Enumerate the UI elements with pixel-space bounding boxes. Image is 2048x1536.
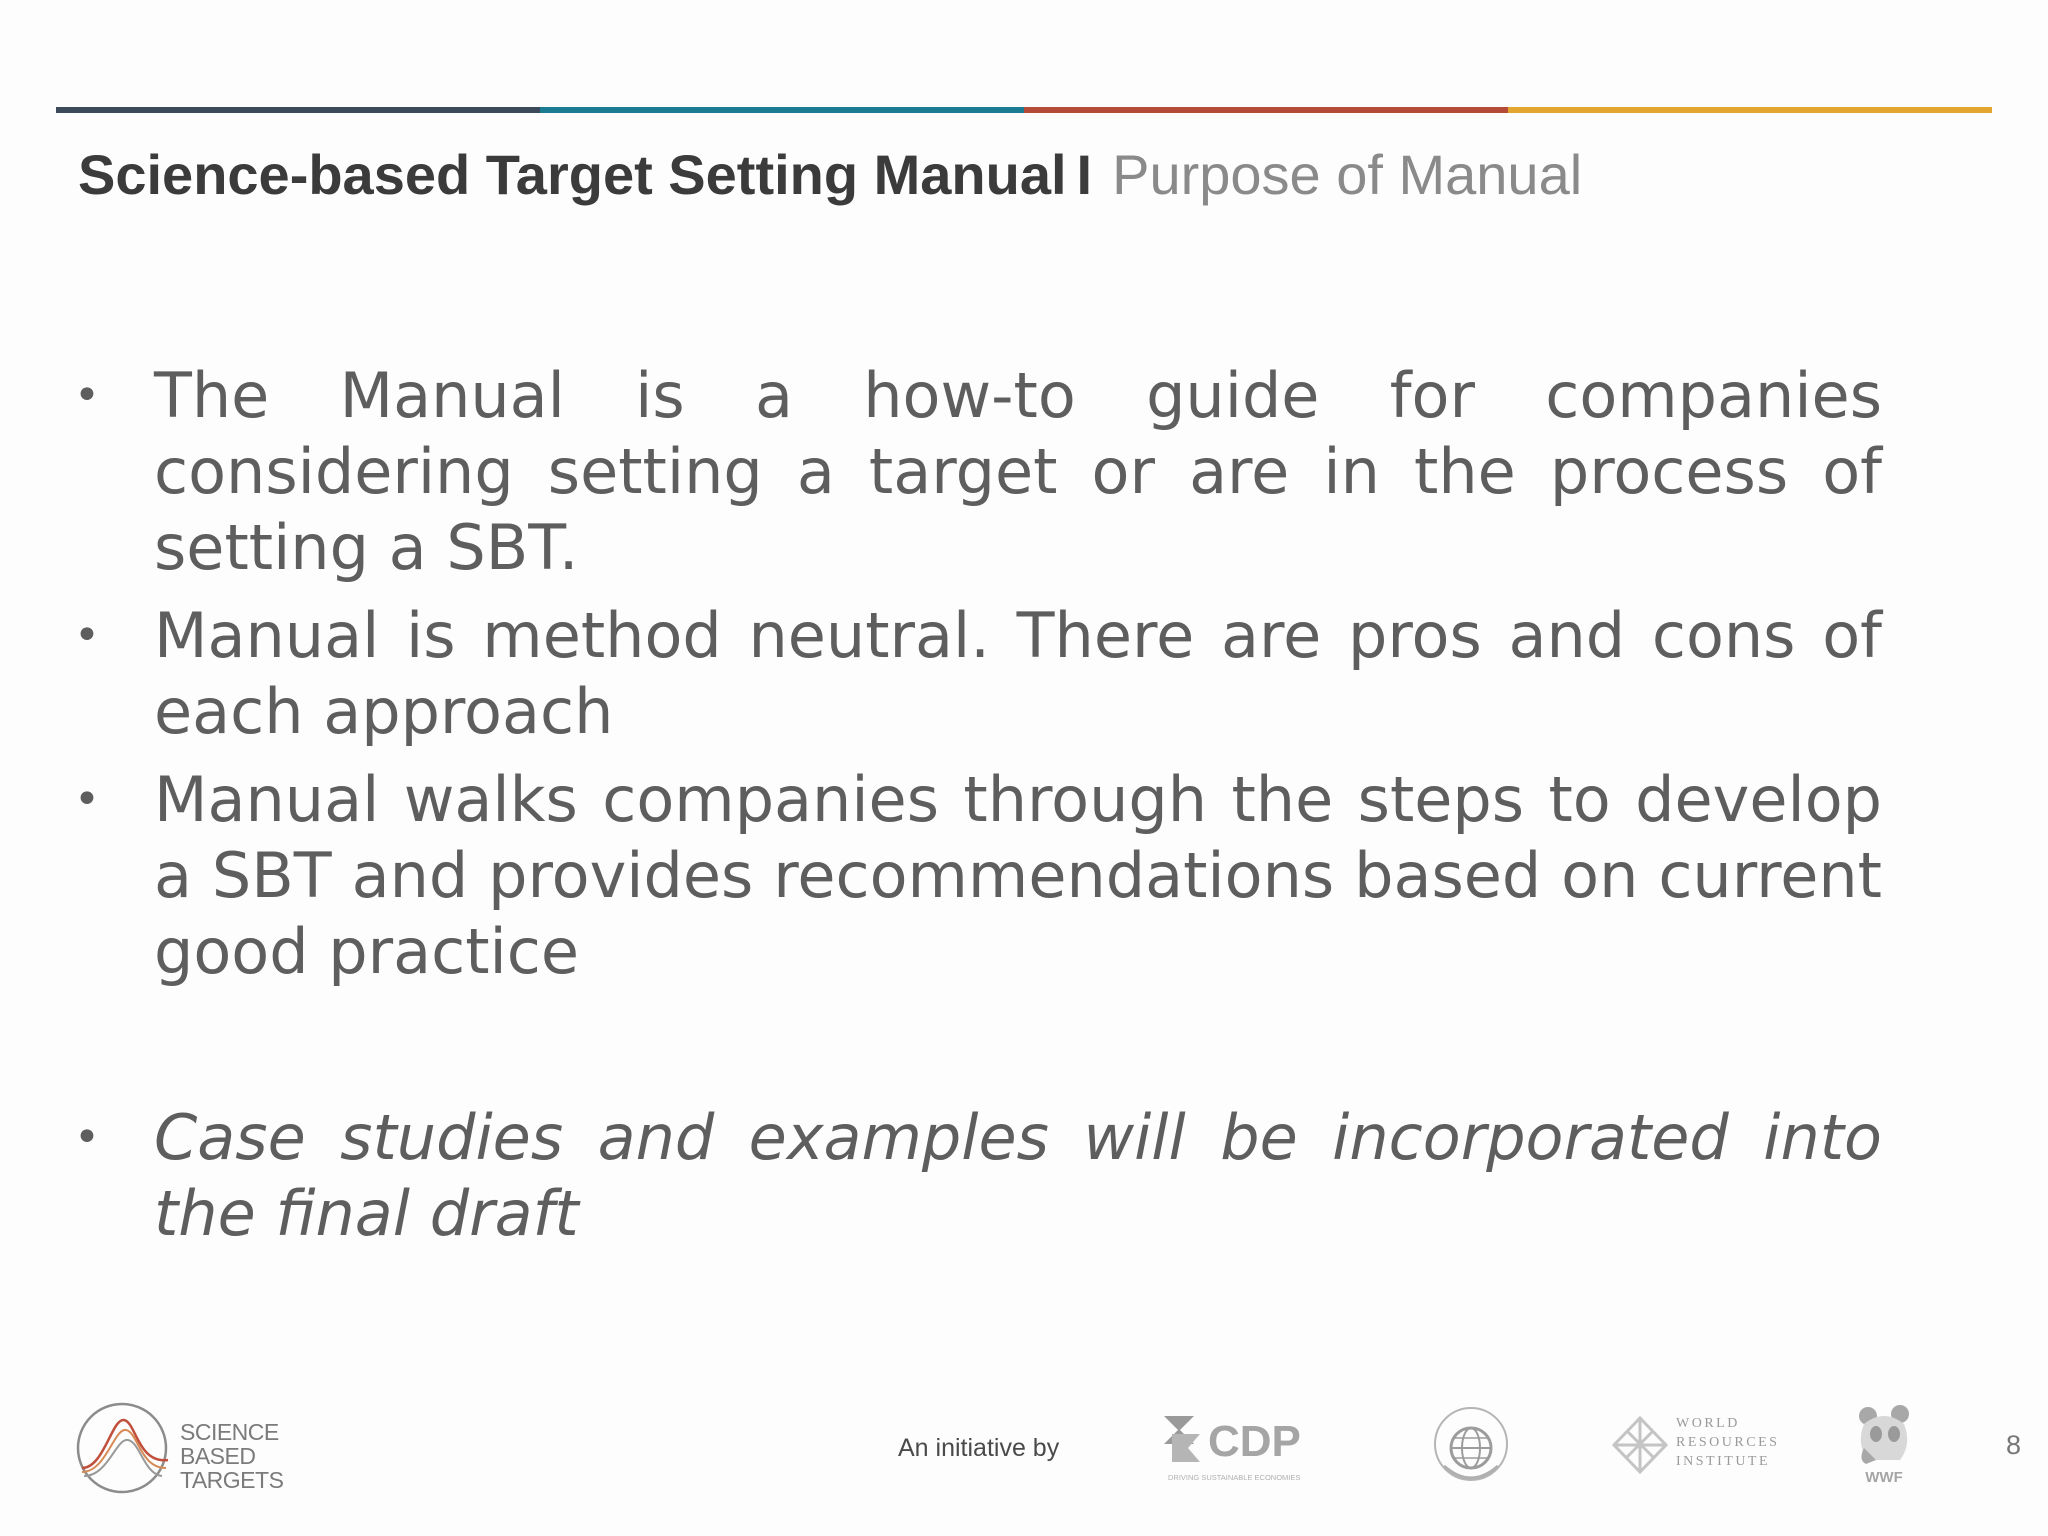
slide-subtitle: Purpose of Manual: [1112, 143, 1583, 206]
cdp-logo: [1160, 1408, 1320, 1488]
wwf-panda-logo: [1856, 1404, 1912, 1486]
science-based-targets-logo: [74, 1398, 374, 1498]
page-number: 8: [2006, 1430, 2022, 1460]
slide-header: [78, 142, 1582, 208]
bullet-text: Manual walks companies through the steps to develop a SBT and provides recommendations based on current good practice: [154, 763, 1882, 988]
wri-logo-line: WORLD: [1676, 1416, 1740, 1431]
bullet-item: [72, 358, 1882, 586]
title-separator: I: [1076, 143, 1093, 206]
bullet-dot-icon: •: [74, 370, 100, 421]
sbt-wave-icon: [74, 1398, 174, 1498]
wri-logo: [1612, 1414, 1788, 1476]
rule-segment-teal: [540, 107, 1024, 113]
svg-text:CDP: CDP: [1208, 1417, 1301, 1466]
bullet-dot-icon: •: [74, 774, 100, 825]
bullet-list: [72, 358, 1882, 1264]
rule-segment-red: [1024, 107, 1508, 113]
wri-lattice-icon: [1612, 1416, 1668, 1474]
header-color-rule: [56, 107, 1992, 113]
rule-segment-navy: [56, 107, 540, 113]
bullet-item: [72, 598, 1882, 750]
sbt-logo-line: SCIENCE: [180, 1419, 279, 1445]
bullet-item: [72, 1100, 1882, 1252]
bullet-text: Manual is method neutral. There are pros and cons of each approach: [154, 599, 1882, 748]
sbt-logo-line: TARGETS: [180, 1467, 284, 1493]
slide-footer: [0, 1390, 2048, 1536]
bullet-item: [72, 762, 1882, 990]
cdp-tagline: DRIVING SUSTAINABLE ECONOMIES: [1168, 1473, 1301, 1482]
bullet-dot-icon: •: [74, 1112, 100, 1163]
bullet-text: The Manual is a how-to guide for companies considering setting a target or are in the process of setting a SBT.: [154, 359, 1882, 584]
svg-text:WWF: WWF: [1865, 1469, 1903, 1486]
global-compact-logo: [1430, 1400, 1512, 1490]
wri-logo-line: INSTITUTE: [1676, 1454, 1771, 1469]
bullet-text: Case studies and examples will be incorporated into the final draft: [154, 1101, 1882, 1250]
initiative-label: An initiative by: [898, 1434, 1060, 1462]
wri-logo-line: RESOURCES: [1676, 1435, 1780, 1450]
slide-title: Science-based Target Setting Manual: [78, 143, 1067, 206]
sbt-logo-text: [180, 1420, 283, 1492]
rule-segment-gold: [1508, 107, 1992, 113]
sbt-logo-line: BASED: [180, 1443, 256, 1469]
bullet-dot-icon: •: [74, 610, 100, 661]
